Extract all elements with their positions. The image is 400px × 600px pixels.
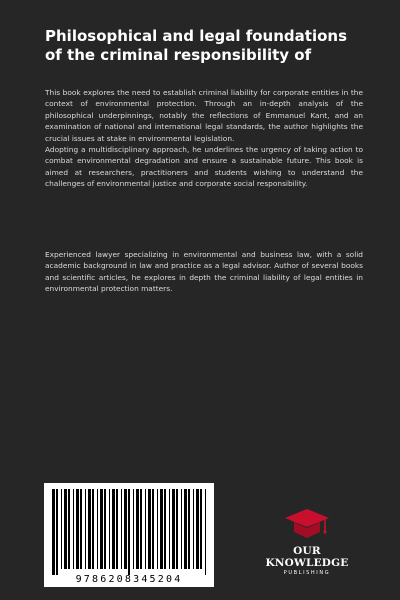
barcode-bar	[196, 489, 199, 569]
barcode-bar	[172, 489, 175, 569]
barcode-bar	[121, 489, 122, 569]
graduation-cap-icon	[284, 507, 330, 543]
barcode-bar	[193, 489, 194, 569]
barcode-image	[44, 483, 214, 587]
barcode-bar	[68, 489, 70, 569]
barcode-bar	[145, 489, 146, 569]
barcode-bar	[205, 489, 206, 575]
barcode-bar	[92, 489, 94, 569]
barcode-bar	[64, 489, 67, 569]
barcode-bar	[181, 489, 182, 569]
isbn-digits: 9786208345204	[75, 574, 183, 585]
barcode-bar	[88, 489, 91, 569]
barcode-bar	[97, 489, 98, 569]
barcode-bar	[124, 489, 127, 569]
barcode-bar	[169, 489, 170, 569]
barcode-bar	[160, 489, 163, 569]
barcode-bar	[133, 489, 134, 569]
barcode-bar	[136, 489, 139, 569]
barcode-bar	[157, 489, 158, 569]
barcode-bar	[112, 489, 115, 569]
publisher-name: OUR KNOWLEDGE	[265, 545, 349, 569]
barcode-bar	[148, 489, 151, 569]
barcode-bar	[76, 489, 79, 569]
barcode-bar	[100, 489, 103, 569]
barcode-bar	[152, 489, 154, 569]
barcode-bar	[200, 489, 202, 569]
summary-paragraph-2: Adopting a multidisciplinary approach, he underlines the urgency of taking action to combat environmental degradation and ensure a sustainable future. This book is aimed at researchers, practitioners and students wishing to understand the challenges of environmental justice and corporate social responsibility.	[45, 145, 363, 189]
barcode-bar	[56, 489, 58, 575]
barcode-bar	[140, 489, 142, 569]
barcode-bar	[164, 489, 166, 569]
summary-paragraph-1: This book explores the need to establish criminal liability for corporate entities in the context of environmental protection. Through an in-depth analysis of the philosophical underpinnings, notably the reflections of Emmanuel Kant, and an examination of national and international legal standards, the author highlights the crucial issues at stake in environmental legislation.	[45, 88, 363, 143]
book-title: Philosophical and legal foundations of the criminal responsibility of	[45, 27, 347, 64]
isbn-barcode	[44, 483, 214, 587]
publisher-logo	[252, 507, 362, 576]
barcode-bar	[61, 489, 62, 569]
barcode-bar	[85, 489, 86, 569]
barcode-bar	[109, 489, 110, 569]
barcode-bar	[73, 489, 74, 569]
barcode-bar	[52, 489, 55, 575]
author-bio: Experienced lawyer specializing in environmental and business law, with a solid academic background in law and practice as a legal advisor. Author of several books and scientific articles, he explores in depth the criminal liability of legal entities in environmental protection matters.	[45, 250, 363, 294]
book-summary	[45, 87, 363, 190]
publisher-subtitle: PUBLISHING	[283, 570, 331, 576]
barcode-bar	[80, 489, 82, 569]
barcode-bar	[104, 489, 106, 569]
barcode-bar	[188, 489, 190, 569]
barcode-bar	[184, 489, 187, 569]
barcode-bar	[116, 489, 118, 569]
barcode-bar	[176, 489, 178, 569]
barcode-bar	[128, 489, 130, 575]
